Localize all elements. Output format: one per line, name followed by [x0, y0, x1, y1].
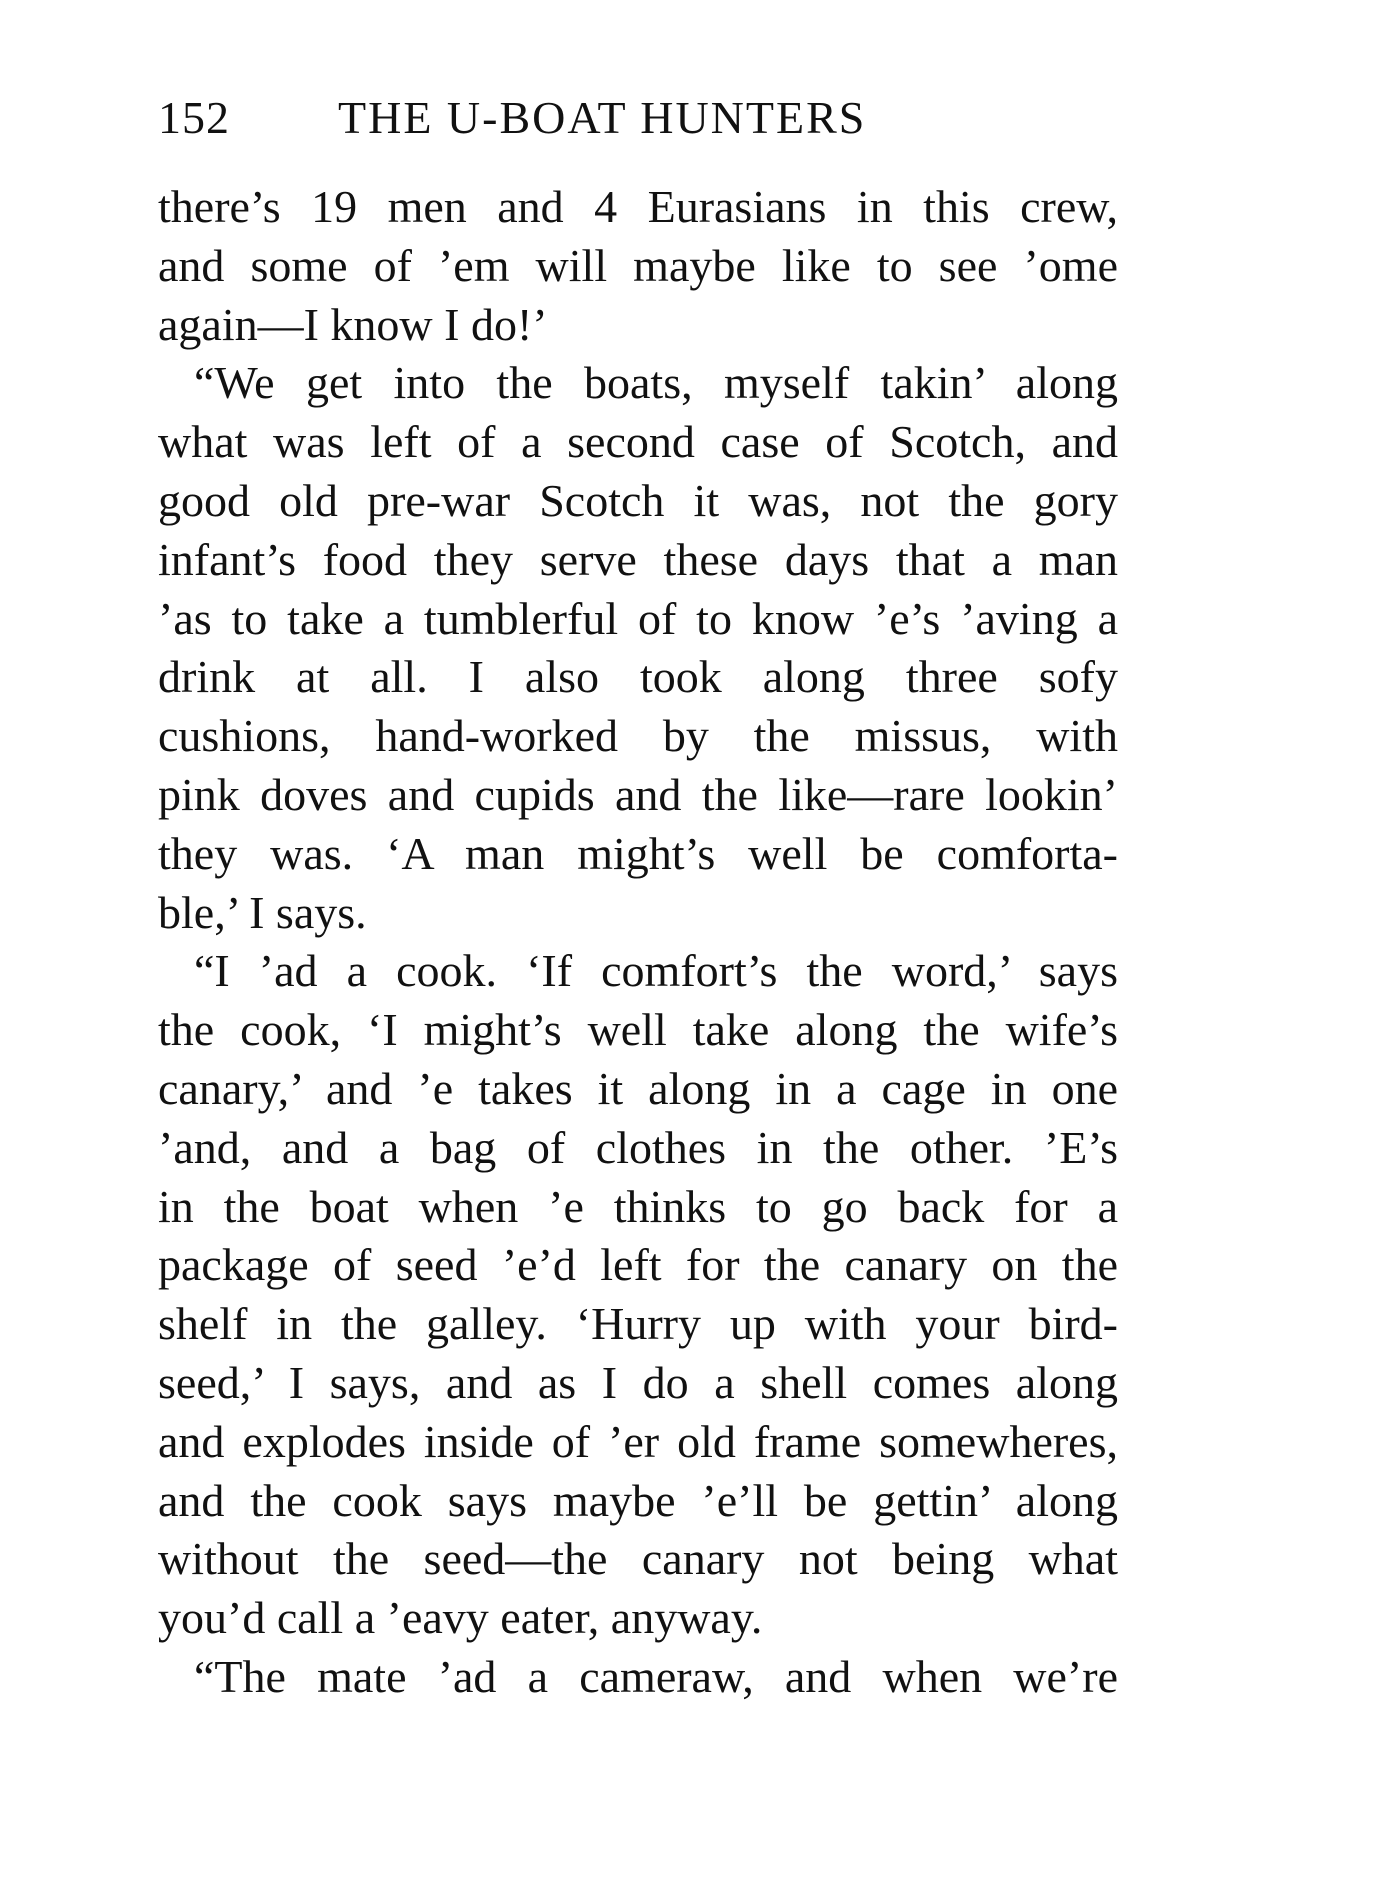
text-line: the cook, ‘I might’s well take along the wife’s: [158, 1004, 1118, 1056]
text-line: “We get into the boats, myself takin’ along: [194, 357, 1118, 409]
text-line: and some of ’em will maybe like to see ’ome: [158, 239, 1118, 291]
text-line: without the seed—the canary not being what: [158, 1533, 1118, 1585]
text-line: there’s 19 men and 4 Eurasians in this crew,: [158, 181, 1118, 232]
text-line: pink doves and cupids and the like—rare lookin’: [158, 768, 1118, 820]
text-line: again—I know I do!’: [158, 298, 548, 350]
text-line: and the cook says maybe ’e’ll be gettin’ along: [158, 1474, 1118, 1526]
text-line: you’d call a ’eavy eater, anyway.: [158, 1592, 763, 1644]
text-line: and explodes inside of ’er old frame somewheres,: [158, 1415, 1118, 1467]
page-number: 152: [158, 92, 230, 143]
body-text: [158, 178, 1118, 1707]
text-line: what was left of a second case of Scotch, and: [158, 416, 1118, 468]
text-line: drink at all. I also took along three sofy: [158, 651, 1118, 703]
text-line: “I ’ad a cook. ‘If comfort’s the word,’ says: [194, 945, 1118, 997]
text-line: ’and, and a bag of clothes in the other. ’E’s: [158, 1121, 1118, 1173]
text-line: they was. ‘A man might’s well be comforta-: [158, 827, 1118, 879]
text-line: cushions, hand-worked by the missus, with: [158, 710, 1118, 762]
text-line: ble,’ I says.: [158, 886, 367, 938]
text-line: package of seed ’e’d left for the canary on the: [158, 1239, 1118, 1291]
text-line: good old pre-war Scotch it was, not the gory: [158, 474, 1118, 526]
page-header: [158, 88, 1118, 148]
running-title: THE U-BOAT HUNTERS: [338, 92, 867, 143]
text-line: seed,’ I says, and as I do a shell comes along: [158, 1356, 1118, 1408]
text-line: infant’s food they serve these days that a man: [158, 533, 1118, 585]
text-line: canary,’ and ’e takes it along in a cage in one: [158, 1062, 1118, 1114]
text-line: “The mate ’ad a cameraw, and when we’re: [194, 1650, 1118, 1702]
text-line: in the boat when ’e thinks to go back for a: [158, 1180, 1118, 1232]
text-line: shelf in the galley. ‘Hurry up with your bird-: [158, 1298, 1118, 1350]
text-line: ’as to take a tumblerful of to know ’e’s ’aving a: [158, 592, 1118, 644]
